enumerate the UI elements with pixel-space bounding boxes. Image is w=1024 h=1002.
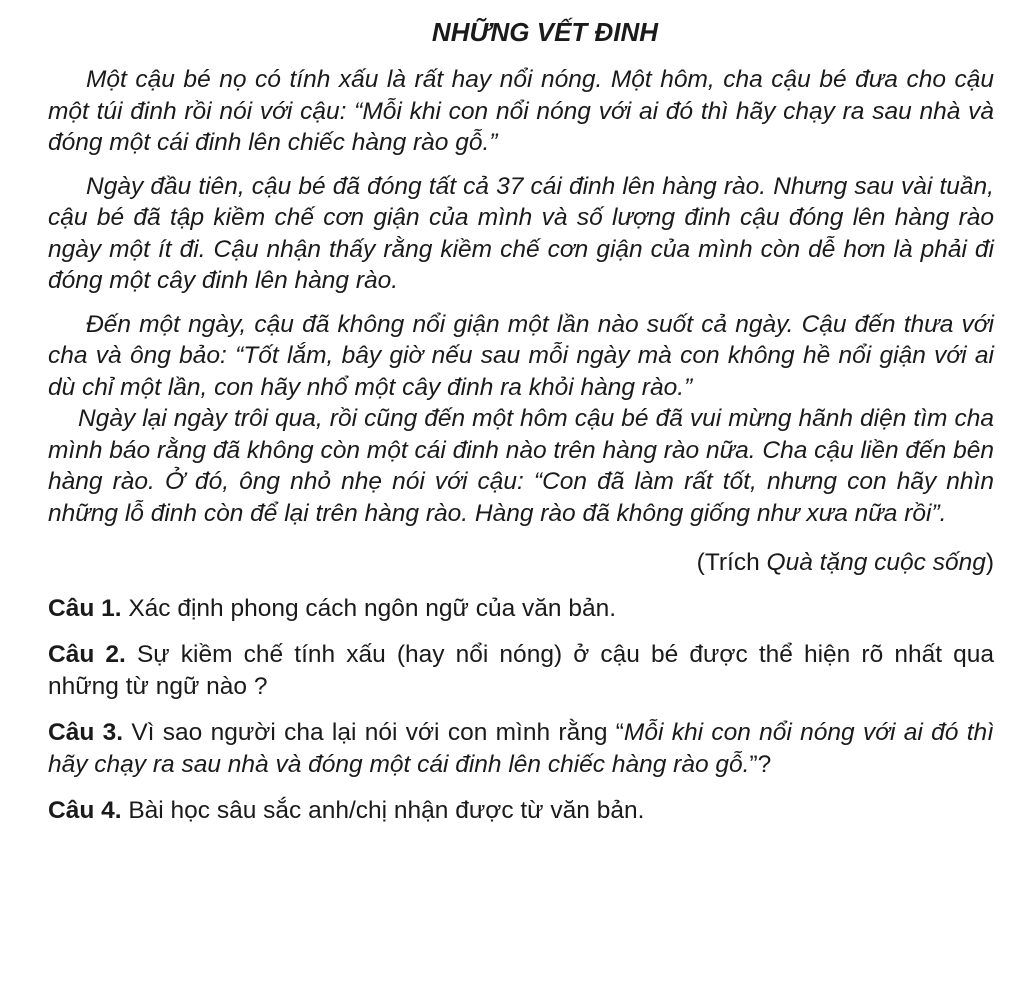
question-2-text: Sự kiềm chế tính xấu (hay nổi nóng) ở cậu bé được thể hiện rõ nhất qua những từ ngữ nào ? [48, 641, 994, 700]
source-suffix: ) [985, 549, 994, 576]
story-paragraph-2: Ngày đầu tiên, cậu bé đã đóng tất cả 37 cái đinh lên hàng rào. Nhưng sau vài tuần, cậu bé đã tập kiềm chế cơn giận của mình và số lượng đinh cậu đóng lên hàng rào ngày một ít đi. Cậu nhận thấy rằng kiềm chế cơn giận của mình còn dễ hơn là phải đi đóng một cây đinh lên hàng rào. [48, 172, 994, 294]
question-3-label: Câu 3. [48, 719, 124, 746]
document-title: NHỮNG VẾT ĐINH [431, 17, 659, 47]
story-paragraph-4: Ngày lại ngày trôi qua, rồi cũng đến một hôm cậu bé đã vui mừng hãnh diện tìm cha mình báo rằng đã không còn một cái đinh nào trên hàng rào nữa. Cha cậu liền đến bên hàng rào. Ở đó, ông nhỏ nhẹ nói với cậu: “Con đã làm rất tốt, nhưng con hãy nhìn những lỗ đinh còn để lại trên hàng rào. Hàng rào đã không giống như xưa nữa rồi”. [48, 405, 994, 527]
question-2 [48, 639, 994, 703]
question-3-quote: Mỗi khi con nổi nóng với ai đó thì hãy chạy ra sau nhà và đóng một cái đinh lên chiếc hàng rào gỗ. [48, 719, 994, 778]
source-citation [48, 547, 994, 579]
question-4-label: Câu 4. [48, 797, 122, 824]
story-paragraph-1: Một cậu bé nọ có tính xấu là rất hay nổi nóng. Một hôm, cha cậu bé đưa cho cậu một túi đinh rồi nói với cậu: “Mỗi khi con nổi nóng với ai đó thì hãy chạy ra sau nhà và đóng một cái đinh lên chiếc hàng rào gỗ.” [48, 66, 994, 156]
question-4-text: Bài học sâu sắc anh/chị nhận được từ văn bản. [121, 797, 645, 824]
question-1-text: Xác định phong cách ngôn ngữ của văn bản. [121, 595, 617, 622]
question-4 [48, 795, 994, 827]
question-3-text: Vì sao người cha lại nói với con mình rằng “ [123, 719, 624, 746]
question-1-label: Câu 1. [48, 595, 122, 622]
question-1 [48, 593, 994, 625]
source-prefix: (Trích [696, 549, 767, 576]
story-text [48, 64, 994, 529]
question-3 [48, 717, 994, 781]
document-page [48, 14, 994, 841]
source-work-title: Quà tặng cuộc sống [766, 549, 986, 576]
story-paragraph-3: Đến một ngày, cậu đã không nổi giận một lần nào suốt cả ngày. Cậu đến thưa với cha và ông bảo: “Tốt lắm, bây giờ nếu sau mỗi ngày mà con không hề nổi giận với ai dù chỉ một lần, con hãy nhổ một cây đinh ra khỏi hàng rào.” [48, 310, 994, 401]
question-3-tail: ”? [749, 751, 772, 778]
question-2-label: Câu 2. [48, 641, 126, 668]
question-list [48, 593, 994, 827]
